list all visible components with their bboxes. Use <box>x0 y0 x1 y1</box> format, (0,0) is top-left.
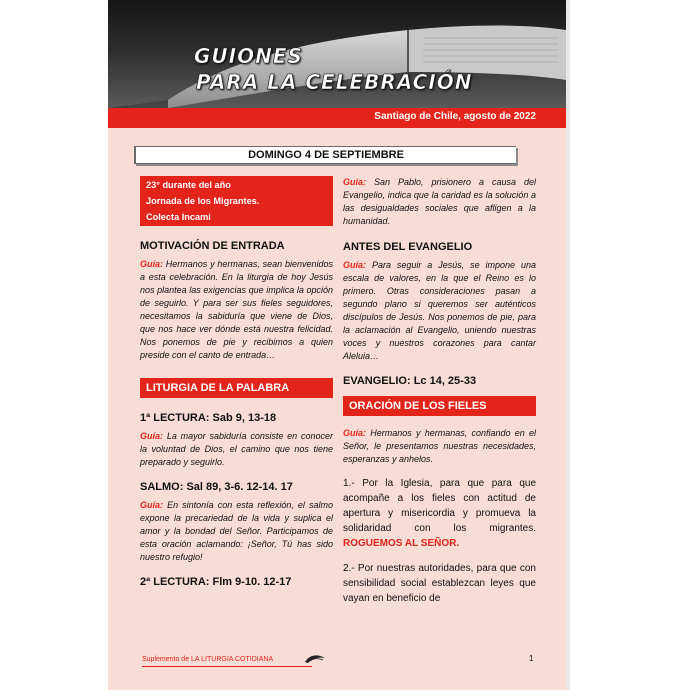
motivacion-heading: MOTIVACIÓN DE ENTRADA <box>140 240 285 252</box>
motivacion-text: Guía: Hermanos y hermanas, sean bienvenidos a esta celebración. En la liturgia de hoy Jesús nos plantea las exigencias que implica la opción de seguirlo. Y para ser sus fieles seguidores, necesitamos la sabiduría que viene de Dios, que nos hace ver dónde está nuestra felicidad. Nos ponemos de pie y recibimos a quien preside con el canto de entrada… <box>140 259 333 360</box>
guia-label: Guía: <box>343 428 367 438</box>
footer-supplement: Suplemento de LA LITURGIA COTIDIANA <box>142 656 274 663</box>
page-number: 1 <box>529 654 534 663</box>
oracion-section-header: ORACIÓN DE LOS FIELES <box>343 396 536 416</box>
intro-box <box>140 176 333 226</box>
right-column <box>343 176 536 606</box>
guia-label: Guía: <box>343 177 367 187</box>
liturgia-section-header: LITURGIA DE LA PALABRA <box>140 378 333 398</box>
peticion-2: 2.- Por nuestras autoridades, para que con sensibilidad social establezcan leyes que vayan en beneficio de <box>343 563 536 604</box>
lectura1-text: Guía: La mayor sabiduría consiste en conocer la voluntad de Dios, el camino que nos tiene preparado y seguirlo. <box>140 431 333 467</box>
page-edge-shadow <box>566 0 570 690</box>
page <box>108 0 566 690</box>
lectura2-text: Guía: San Pablo, prisionero a causa del Evangelio, indica que la caridad es la solución a las desigualdades sociales que afligen a la humanidad. <box>343 177 536 226</box>
roguemos-response: ROGUEMOS AL SEÑOR. <box>343 538 460 549</box>
title-line-1: GUIONES <box>194 44 303 68</box>
intro-line-2: Jornada de los Migrantes. <box>146 196 260 206</box>
logo-swirl-icon <box>304 652 326 664</box>
date-line: Santiago de Chile, agosto de 2022 <box>374 111 536 122</box>
oracion-intro: Guía: Hermanos y hermanas, confiando en el Señor, le presentamos nuestras necesidades, esperanzas y anhelos. <box>343 428 536 464</box>
intro-line-1: 23° durante del año <box>146 180 231 190</box>
antes-evangelio-heading: ANTES DEL EVANGELIO <box>343 241 473 253</box>
antes-evangelio-text: Guía: Para seguir a Jesús, se impone una escala de valores, en la que el Reino es lo primero. Otras consideraciones pasan a segundo plano si queremos ser auténticos discípulos de Jesús. Nos ponemos de pie, para la aclamación al Evangelio, uniendo nuestras voces y nuestros corazones para cantar Aleluia… <box>343 260 536 361</box>
evangelio-heading: EVANGELIO: Lc 14, 25-33 <box>343 375 477 387</box>
left-column <box>140 176 333 588</box>
guia-label: Guía: <box>140 259 164 269</box>
sunday-date-box: DOMINGO 4 DE SEPTIEMBRE <box>134 146 516 164</box>
lectura1-heading: 1ª LECTURA: Sab 9, 13-18 <box>140 412 277 424</box>
guia-label: Guía: <box>140 500 164 510</box>
lectura2-heading: 2ª LECTURA: Flm 9-10. 12-17 <box>140 576 292 588</box>
peticion-1: 1.- Por la Iglesia, para que para que acompañe a los fieles con actitud de apertura y misericordia y promueva la solidaridad con los migrantes. ROGUEMOS AL SEÑOR. <box>343 478 536 549</box>
guia-label: Guía: <box>140 431 164 441</box>
header-banner <box>108 0 566 108</box>
footer-divider <box>142 666 312 667</box>
guia-label: Guía: <box>343 260 367 270</box>
intro-line-3: Colecta Incami <box>146 212 211 222</box>
salmo-heading: SALMO: Sal 89, 3-6. 12-14. 17 <box>140 481 293 493</box>
salmo-text: Guía: En sintonía con esta reflexión, el salmo expone la precariedad de la vida y suplica el amor y la bondad del Señor. Participamos de esta oración aclamando: ¡Señor, Tú has sido nuestro refugio! <box>140 500 333 562</box>
title-line-2: PARA LA CELEBRACIÓN <box>196 70 473 94</box>
